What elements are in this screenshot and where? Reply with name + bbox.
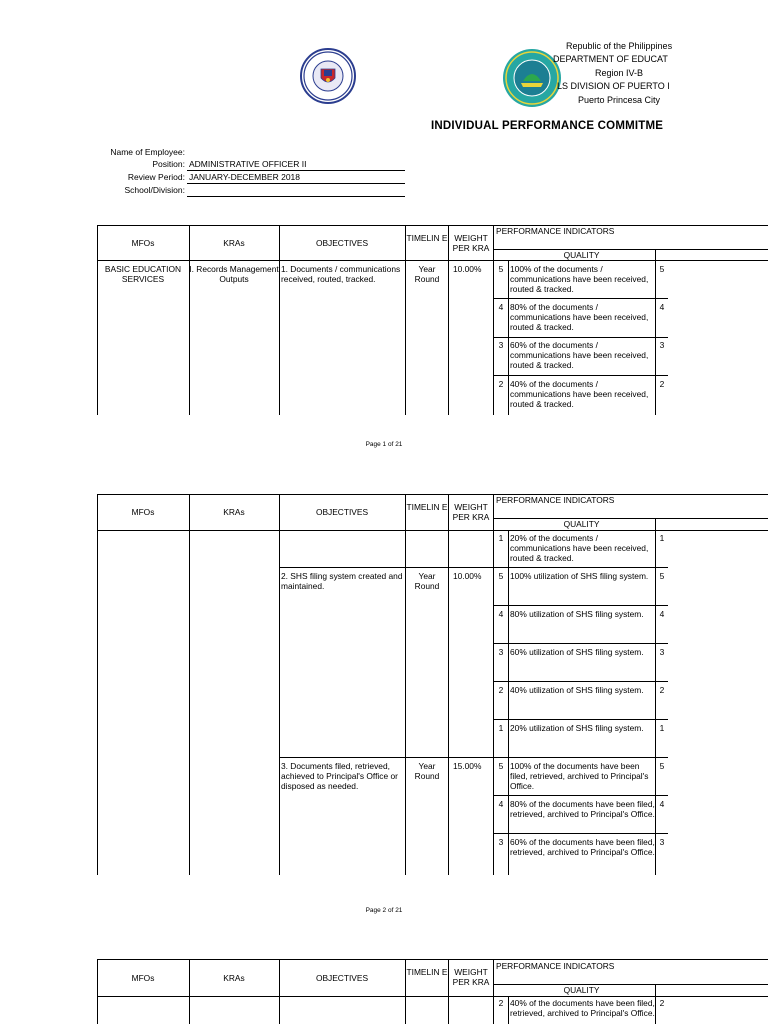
rating-score: 5: [659, 264, 665, 274]
rating-number: 4: [498, 302, 504, 312]
rating-score: 1: [659, 533, 665, 543]
col-header-weight: WEIGHT PER KRA: [452, 967, 490, 987]
quality-indicator: 60% utilization of SHS filing system.: [510, 647, 644, 657]
quality-indicator: 80% of the documents have been filed, retrieved, archived to Principal's Office.: [510, 799, 655, 819]
col-header-perf: PERFORMANCE INDICATORS: [496, 961, 615, 971]
name-value: [187, 147, 189, 158]
quality-indicator: 60% of the documents have been filed, retrieved, archived to Principal's Office.: [510, 837, 655, 857]
deped-seal-left: [300, 48, 356, 104]
rating-number: 2: [498, 685, 504, 695]
col-header-kras: KRAs: [223, 507, 245, 517]
period-value: JANUARY-DECEMBER 2018: [187, 172, 405, 184]
timeline-cell: Year Round: [414, 761, 440, 781]
quality-indicator: 100% of the documents / communications have been received, routed & tracked.: [510, 264, 649, 294]
col-header-weight: WEIGHT PER KRA: [452, 502, 490, 522]
col-header-timeline: TIMELIN E: [406, 233, 448, 243]
quality-indicator: 60% of the documents / communications have been received, routed & tracked.: [510, 340, 649, 370]
col-header-objectives: OBJECTIVES: [315, 238, 369, 248]
header-city: Puerto Princesa City: [578, 95, 661, 105]
rating-number: 2: [498, 379, 504, 389]
quality-indicator: 100% utilization of SHS filing system.: [510, 571, 649, 581]
rating-number: 4: [498, 799, 504, 809]
weight-cell: 10.00%: [453, 571, 482, 581]
rating-score: 1: [659, 723, 665, 733]
period-label: Review Period:: [127, 172, 185, 182]
rating-score: 2: [659, 998, 665, 1008]
col-header-perf: PERFORMANCE INDICATORS: [496, 226, 615, 236]
header-republic: Republic of the Philippines: [566, 41, 673, 51]
quality-indicator: 100% of the documents have been filed, retrieved, archived to Principal's Office.: [510, 761, 649, 791]
position-label: Position:: [152, 159, 185, 169]
rating-number: 1: [498, 723, 504, 733]
col-header-mfos: MFOs: [131, 973, 155, 983]
school-value: [187, 185, 405, 197]
rating-score: 2: [659, 685, 665, 695]
objective-cell: 1. Documents / communications received, routed, tracked.: [281, 264, 401, 284]
rating-score: 2: [659, 379, 665, 389]
quality-indicator: 40% of the documents / communications have been received, routed & tracked.: [510, 379, 649, 409]
header-department: DEPARTMENT OF EDUCAT: [553, 54, 668, 64]
rating-score: 3: [659, 837, 665, 847]
rating-number: 3: [498, 837, 504, 847]
rating-score: 3: [659, 647, 665, 657]
col-header-quality: QUALITY: [563, 985, 600, 995]
col-header-timeline: TIMELIN E: [406, 502, 448, 512]
col-header-mfos: MFOs: [131, 507, 155, 517]
header-division: LS DIVISION OF PUERTO I: [557, 81, 670, 91]
col-header-kras: KRAs: [223, 238, 245, 248]
rating-number: 5: [498, 761, 504, 771]
deped-seal-icon: [302, 50, 354, 102]
rating-number: 4: [498, 609, 504, 619]
quality-indicator: 80% utilization of SHS filing system.: [510, 609, 644, 619]
school-label: School/Division:: [124, 185, 185, 195]
position-value: ADMINISTRATIVE OFFICER II: [187, 159, 405, 171]
rating-score: 5: [659, 571, 665, 581]
rating-score: 4: [659, 799, 665, 809]
kra-cell: I. Records Management Outputs: [189, 264, 279, 284]
objective-cell: 3. Documents filed, retrieved, achieved to Principal's Office or disposed as needed.: [281, 761, 398, 791]
col-header-weight: WEIGHT PER KRA: [452, 233, 490, 253]
rating-score: 4: [659, 609, 665, 619]
col-header-kras: KRAs: [223, 973, 245, 983]
form-title: INDIVIDUAL PERFORMANCE COMMITME: [431, 120, 664, 132]
quality-indicator: 80% of the documents / communications have been received, routed & tracked.: [510, 302, 649, 332]
quality-indicator: 20% utilization of SHS filing system.: [510, 723, 644, 733]
quality-indicator: 40% of the documents have been filed, retrieved, archived to Principal's Office.: [510, 998, 655, 1018]
rating-number: 5: [498, 571, 504, 581]
col-header-perf: PERFORMANCE INDICATORS: [496, 495, 615, 505]
page-number: Page 1 of 21: [365, 441, 403, 448]
timeline-cell: Year Round: [414, 264, 440, 284]
name-label: Name of Employee:: [110, 147, 185, 157]
rating-number: 1: [498, 533, 504, 543]
col-header-timeline: TIMELIN E: [406, 967, 448, 977]
rating-score: 3: [659, 340, 665, 350]
quality-indicator: 20% of the documents / communications have been received, routed & tracked.: [510, 533, 649, 563]
rating-number: 2: [498, 998, 504, 1008]
rating-number: 3: [498, 340, 504, 350]
rating-score: 4: [659, 302, 665, 312]
header-region: Region IV-B: [595, 68, 644, 78]
rating-number: 3: [498, 647, 504, 657]
rating-score: 5: [659, 761, 665, 771]
col-header-mfos: MFOs: [131, 238, 155, 248]
col-header-quality: QUALITY: [563, 519, 600, 529]
weight-cell: 15.00%: [453, 761, 482, 771]
col-header-objectives: OBJECTIVES: [315, 507, 369, 517]
objective-cell: 2. SHS filing system created and maintained.: [281, 571, 403, 591]
quality-indicator: 40% utilization of SHS filing system.: [510, 685, 644, 695]
col-header-quality: QUALITY: [563, 250, 600, 260]
timeline-cell: Year Round: [414, 571, 440, 591]
col-header-objectives: OBJECTIVES: [315, 973, 369, 983]
mfo-cell: BASIC EDUCATION SERVICES: [104, 264, 182, 284]
page-number: Page 2 of 21: [365, 907, 403, 914]
rating-number: 5: [498, 264, 504, 274]
weight-cell: 10.00%: [453, 264, 482, 274]
